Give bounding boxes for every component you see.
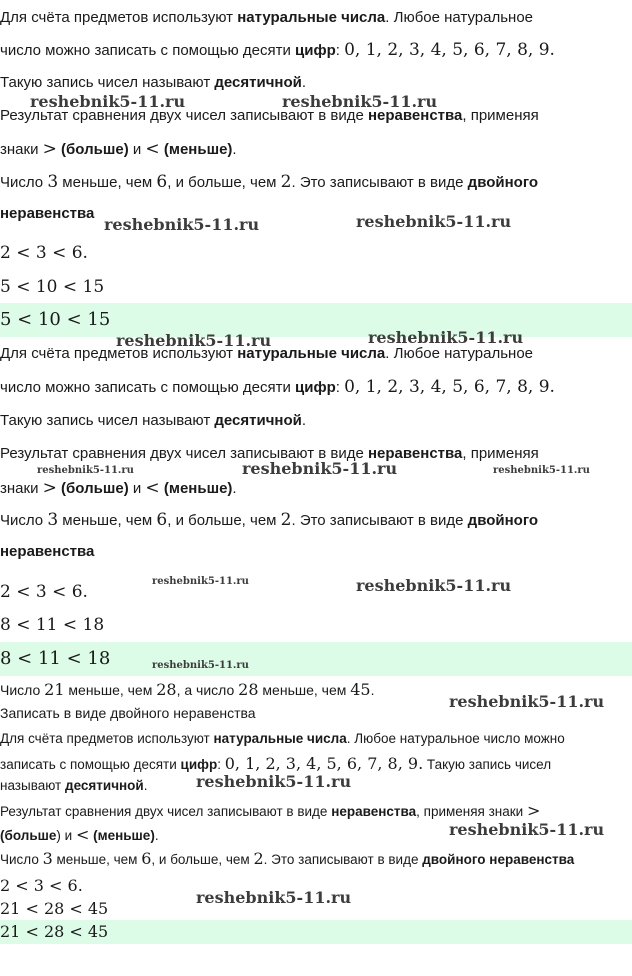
bold-term: двойного (467, 174, 539, 191)
answer-text: 8 < 11 < 18 (0, 648, 111, 669)
bold-term: неравенства (0, 205, 95, 222)
watermark: reshebnik5-11.ru (368, 328, 524, 347)
text: и (128, 480, 146, 497)
text: , применяя (462, 445, 539, 462)
watermark: reshebnik5-11.ru (356, 576, 512, 595)
bold-term: натуральные числа (237, 345, 386, 362)
math-number: 3 (42, 849, 53, 868)
bold-term: больше (66, 480, 124, 497)
text-line (0, 377, 555, 397)
text: меньше, чем (64, 682, 157, 698)
text: , применяя (462, 107, 539, 124)
text-line (0, 74, 306, 91)
text: . (301, 74, 307, 91)
text-line (0, 412, 306, 429)
bold-term: натуральные числа (213, 731, 347, 746)
text: ( (0, 828, 5, 843)
text: Число (0, 682, 45, 698)
text: число можно записать с помощью десяти (0, 42, 296, 59)
text: меньше, чем (58, 512, 157, 529)
text: называют (0, 778, 65, 793)
math-number: 21 (44, 680, 65, 699)
math-number: 2 (280, 172, 292, 192)
math-number: 45 (350, 680, 371, 699)
bold-term: неравенства (0, 543, 95, 560)
text: Результат сравнения двух чисел записывают в виде (0, 107, 368, 124)
text: Для счёта предметов используют (0, 731, 214, 746)
bold-term: десятичной (214, 74, 302, 91)
text: Такую запись чисел называют (0, 74, 215, 91)
math-symbol: < (75, 825, 90, 844)
bold-term: меньше (168, 480, 228, 497)
math-number: 3 (47, 172, 59, 192)
bold-term: неравенства (331, 804, 417, 819)
text-line (0, 849, 574, 868)
text: . Любое натуральное (385, 345, 534, 362)
text: Результат сравнения двух чисел записывают в виде (0, 804, 332, 819)
example-inequality: 2 < 3 < 6. (0, 582, 88, 602)
bold-term: больше (66, 141, 124, 158)
text: . (370, 682, 375, 698)
text: , и больше, чем (167, 174, 281, 191)
text: знаки (0, 480, 43, 497)
text: меньше, чем (58, 174, 157, 191)
math-number: 6 (156, 172, 168, 192)
text: и (128, 141, 146, 158)
math-number: 28 (238, 680, 259, 699)
math-number: 2 (280, 510, 292, 530)
text: Число (0, 174, 48, 191)
text: , применяя знаки (416, 804, 527, 819)
text: знаки (0, 141, 43, 158)
text: Число (0, 512, 48, 529)
text: . Любое натуральное (385, 9, 534, 26)
digits-math: 0, 1, 2, 3, 4, 5, 6, 7, 8, 9. (344, 377, 555, 397)
text-line (0, 778, 148, 793)
watermark: reshebnik5-11.ru (116, 331, 272, 350)
bold-term: неравенства (367, 107, 463, 124)
math-symbol: < (145, 139, 160, 159)
math-symbol: < (145, 478, 160, 498)
answer-highlight (0, 303, 632, 337)
text: Результат сравнения двух чисел записывают в виде (0, 445, 368, 462)
bold-term: неравенства (367, 445, 463, 462)
bold-term: десятичной (214, 412, 302, 429)
text: Такую запись чисел (423, 757, 552, 772)
text: . Это записывают в виде (291, 174, 468, 191)
text-line: знаки > (больше) и < (меньше). (0, 139, 237, 159)
text: записать с помощью десяти (0, 757, 181, 772)
text-line: знаки > (больше) и < (меньше). (0, 478, 237, 498)
text-line (0, 543, 94, 560)
math-symbol: > (42, 478, 57, 498)
watermark: reshebnik5-11.ru (30, 92, 186, 111)
math-number: 3 (47, 510, 59, 530)
text-line (0, 510, 538, 530)
text: , и больше, чем (151, 852, 254, 867)
text: . (301, 412, 307, 429)
digits-math: 0, 1, 2, 3, 4, 5, 6, 7, 8, 9. (344, 40, 555, 60)
text: . (143, 778, 148, 793)
watermark: reshebnik5-11.ru (356, 212, 512, 231)
text: : (217, 757, 221, 772)
bold-term: меньше (168, 141, 228, 158)
watermark: reshebnik5-11.ru (152, 576, 249, 587)
math-number: 6 (141, 849, 152, 868)
text: , а число (176, 682, 239, 698)
answer-inequality: 5 < 10 < 15 (0, 277, 105, 297)
text-line: (больше) и < (меньше). (0, 825, 159, 844)
text-line (0, 731, 565, 746)
text-line (0, 172, 538, 192)
text: : (335, 379, 340, 396)
text: меньше, чем (258, 682, 351, 698)
bold-term: цифр (295, 42, 336, 59)
bold-term: десятичной (65, 778, 144, 793)
text: Для счёта предметов используют (0, 9, 238, 26)
answer-text: 21 < 28 < 45 (0, 922, 109, 941)
watermark: reshebnik5-11.ru (242, 459, 398, 478)
text: , и больше, чем (167, 512, 281, 529)
task-question: Записать в виде двойного неравенства (0, 705, 256, 721)
text-line (0, 801, 540, 820)
example-inequality: 2 < 3 < 6. (0, 243, 88, 263)
watermark: reshebnik5-11.ru (282, 92, 438, 111)
text-line (0, 754, 551, 773)
math-number: 28 (156, 680, 177, 699)
math-symbol: > (42, 139, 57, 159)
bold-term: меньше (97, 828, 151, 843)
text-line (0, 205, 94, 222)
text: . Любое натуральное число можно (346, 731, 565, 746)
watermark: reshebnik5-11.ru (196, 888, 352, 907)
answer-highlight (0, 920, 632, 944)
watermark: reshebnik5-11.ru (152, 660, 249, 671)
answer-inequality: 21 < 28 < 45 (0, 899, 109, 918)
bold-term: двойного неравенства (422, 852, 575, 867)
bold-term: двойного (467, 512, 539, 529)
text: ) и (56, 828, 76, 843)
digits-math: 0, 1, 2, 3, 4, 5, 6, 7, 8, 9. (224, 754, 424, 773)
text: Для счёта предметов используют (0, 345, 238, 362)
watermark: reshebnik5-11.ru (104, 215, 260, 234)
math-symbol: > (526, 801, 541, 820)
example-inequality: 2 < 3 < 6. (0, 876, 83, 895)
text-line (0, 9, 533, 26)
watermark: reshebnik5-11.ru (449, 820, 605, 839)
watermark: reshebnik5-11.ru (449, 692, 605, 711)
watermark: reshebnik5-11.ru (196, 772, 352, 791)
text: ) (150, 828, 155, 843)
text: число можно записать с помощью десяти (0, 379, 296, 396)
text: . Это записывают в виде (291, 512, 468, 529)
math-number: 6 (156, 510, 168, 530)
bold-term: цифр (180, 757, 218, 772)
bold-term: натуральные числа (237, 9, 386, 26)
text: : (335, 42, 340, 59)
answer-highlight (0, 642, 632, 676)
text: . Это записывают в виде (263, 852, 423, 867)
bold-term: больше (4, 828, 57, 843)
text: меньше, чем (52, 852, 142, 867)
watermark: reshebnik5-11.ru (37, 465, 134, 476)
answer-text: 5 < 10 < 15 (0, 309, 111, 330)
watermark: reshebnik5-11.ru (493, 465, 590, 476)
bold-term: цифр (295, 379, 336, 396)
text: Такую запись чисел называют (0, 412, 215, 429)
text-line (0, 40, 555, 60)
text: Число (0, 852, 43, 867)
math-number: 2 (253, 849, 264, 868)
answer-inequality: 8 < 11 < 18 (0, 615, 105, 635)
text-line (0, 680, 375, 699)
